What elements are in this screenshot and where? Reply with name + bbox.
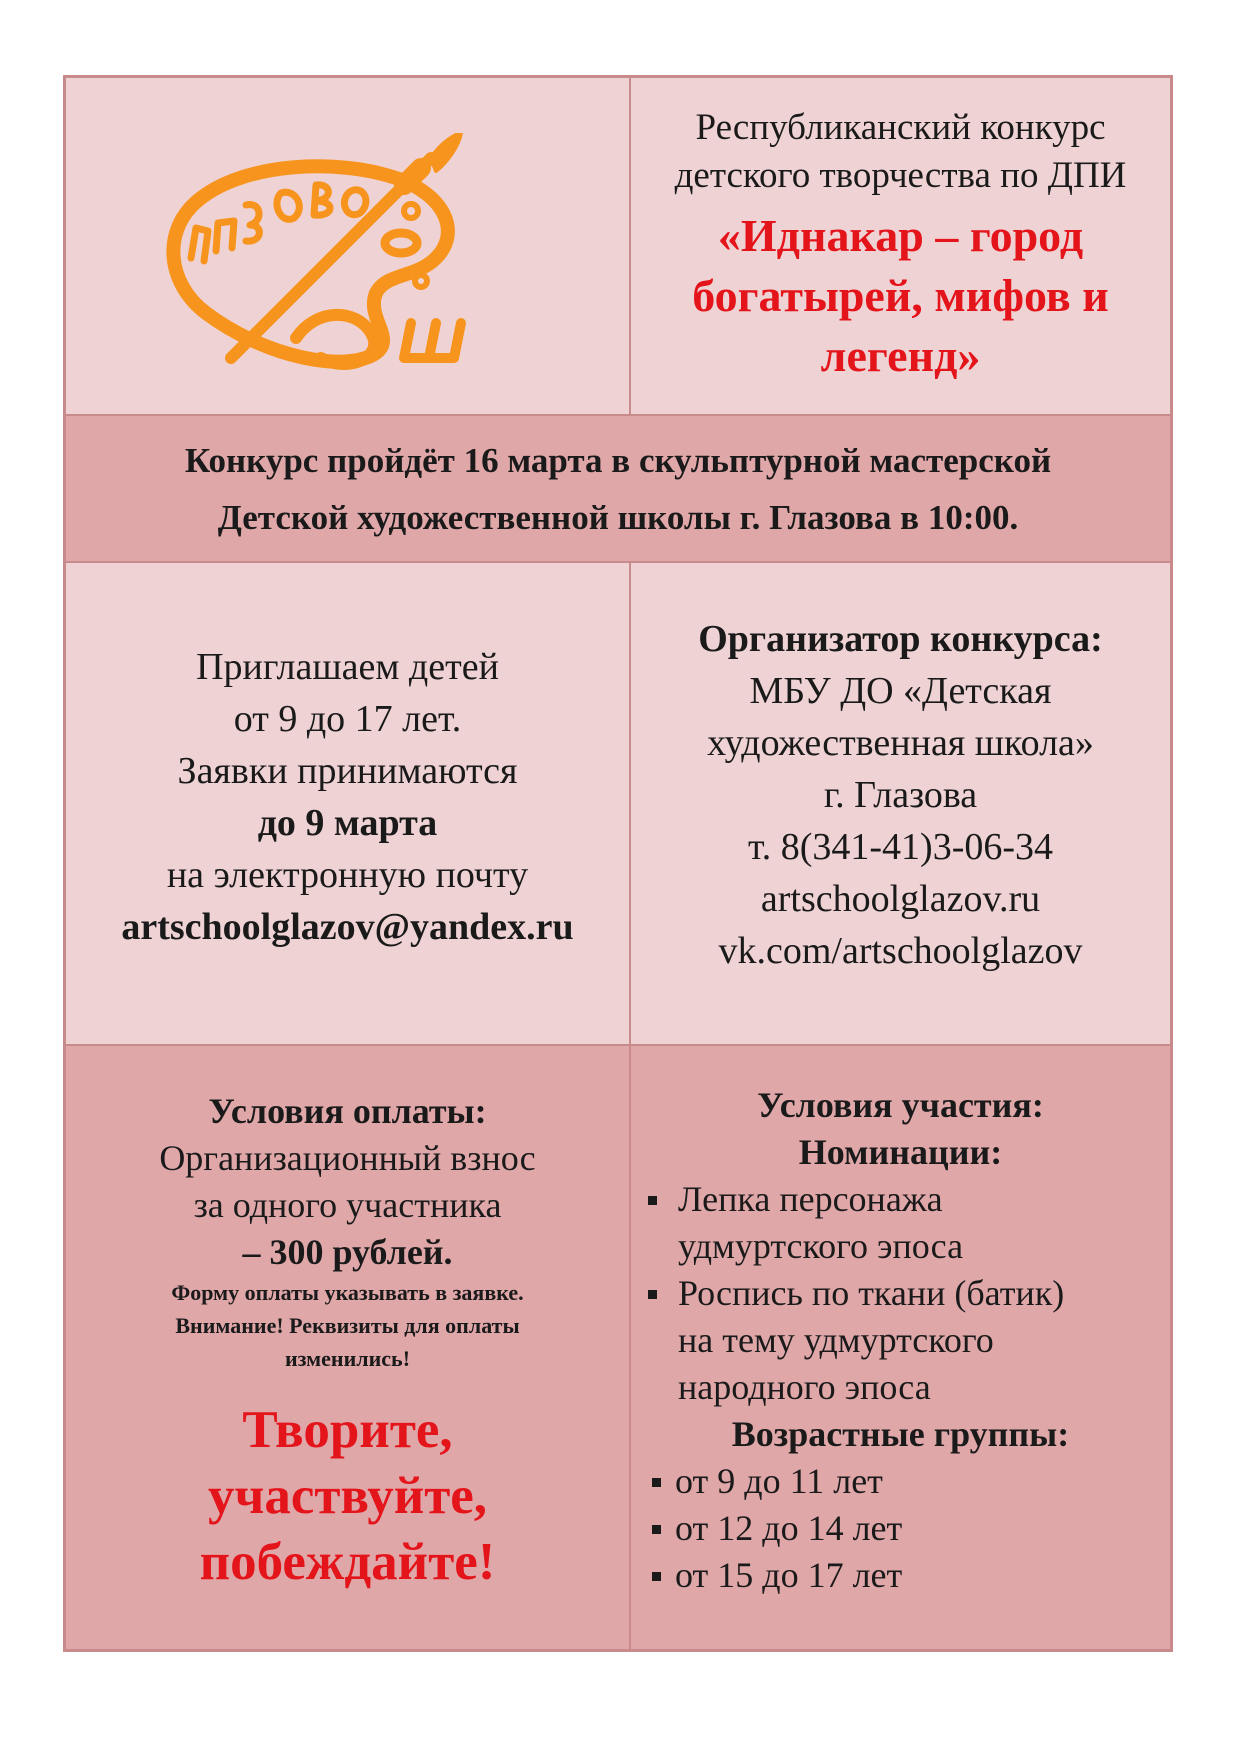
date-banner	[65, 415, 1171, 562]
vk-link[interactable]: vk.com/artschoolglazov	[718, 930, 1083, 972]
website-link[interactable]: artschoolglazov.ru	[760, 878, 1041, 920]
contest-name-line-3: легенд»	[820, 330, 981, 381]
title-line-2: детского творчества по ДПИ	[674, 155, 1127, 196]
payment-line-2: за одного участника	[193, 1185, 502, 1225]
payment-line-1: Организационный взнос	[159, 1138, 536, 1178]
payment-note-1: Форму оплаты указывать в заявке.	[171, 1280, 524, 1305]
payment-amount: – 300 рублей.	[242, 1232, 453, 1272]
banner-line-1: Конкурс пройдёт 16 марта в скульптурной мастерской	[184, 441, 1052, 480]
palette-brush-logo-icon	[146, 133, 556, 373]
conditions-heading: Условия участия:	[757, 1085, 1044, 1125]
invite-line-3: Заявки принимаются	[177, 750, 518, 792]
organizer-city: г. Глазова	[823, 774, 978, 816]
poster-table	[63, 75, 1173, 1652]
title-cell	[630, 77, 1171, 415]
payment-note-3: изменились!	[284, 1346, 411, 1371]
age-group-item: от 12 до 14 лет	[631, 1505, 1170, 1552]
invite-line-1: Приглашаем детей	[196, 646, 499, 688]
logo-cell	[65, 77, 630, 415]
email-address[interactable]: artschoolglazov@yandex.ru	[121, 906, 574, 948]
payment-cell	[65, 1045, 630, 1650]
age-group-item: от 15 до 17 лет	[631, 1552, 1170, 1599]
bullet-icon	[648, 1196, 657, 1205]
bullet-icon	[648, 1290, 657, 1299]
banner-line-2: Детской художественной школы г. Глазова в 10:00.	[217, 498, 1019, 537]
age-group-item: от 9 до 11 лет	[631, 1458, 1170, 1505]
payment-heading: Условия оплаты:	[208, 1091, 487, 1131]
bullet-icon	[652, 1478, 661, 1487]
bullet-icon	[652, 1572, 661, 1581]
organizer-line-1: МБУ ДО «Детская	[749, 670, 1052, 712]
invite-line-5: на электронную почту	[166, 854, 529, 896]
bullet-icon	[652, 1525, 661, 1534]
organizer-heading: Организатор конкурса:	[698, 618, 1103, 660]
slogan-line-3: побеждайте!	[199, 1533, 496, 1591]
nomination-item: Лепка персонажа удмуртского эпоса	[631, 1176, 1170, 1270]
invite-line-2: от 9 до 17 лет.	[233, 698, 462, 740]
nomination-item: Роспись по ткани (батик) на тему удмуртского народного эпоса	[631, 1270, 1170, 1411]
conditions-cell	[630, 1045, 1171, 1650]
slogan-line-1: Творите,	[242, 1401, 453, 1459]
organizer-cell	[630, 562, 1171, 1045]
age-groups-heading: Возрастные группы:	[731, 1414, 1070, 1454]
contest-name-line-2: богатырей, мифов и	[692, 270, 1109, 321]
title-line-1: Республиканский конкурс	[695, 107, 1106, 148]
payment-note-2: Внимание! Реквизиты для оплаты	[175, 1313, 520, 1338]
invitation-cell	[65, 562, 630, 1045]
organizer-line-2: художественная школа»	[707, 722, 1094, 764]
organizer-phone: т. 8(341-41)3-06-34	[747, 826, 1054, 868]
deadline: до 9 марта	[257, 802, 438, 844]
nominations-heading: Номинации:	[798, 1132, 1003, 1172]
slogan-line-2: участвуйте,	[207, 1467, 488, 1525]
contest-name-line-1: «Иднакар – город	[717, 210, 1084, 261]
